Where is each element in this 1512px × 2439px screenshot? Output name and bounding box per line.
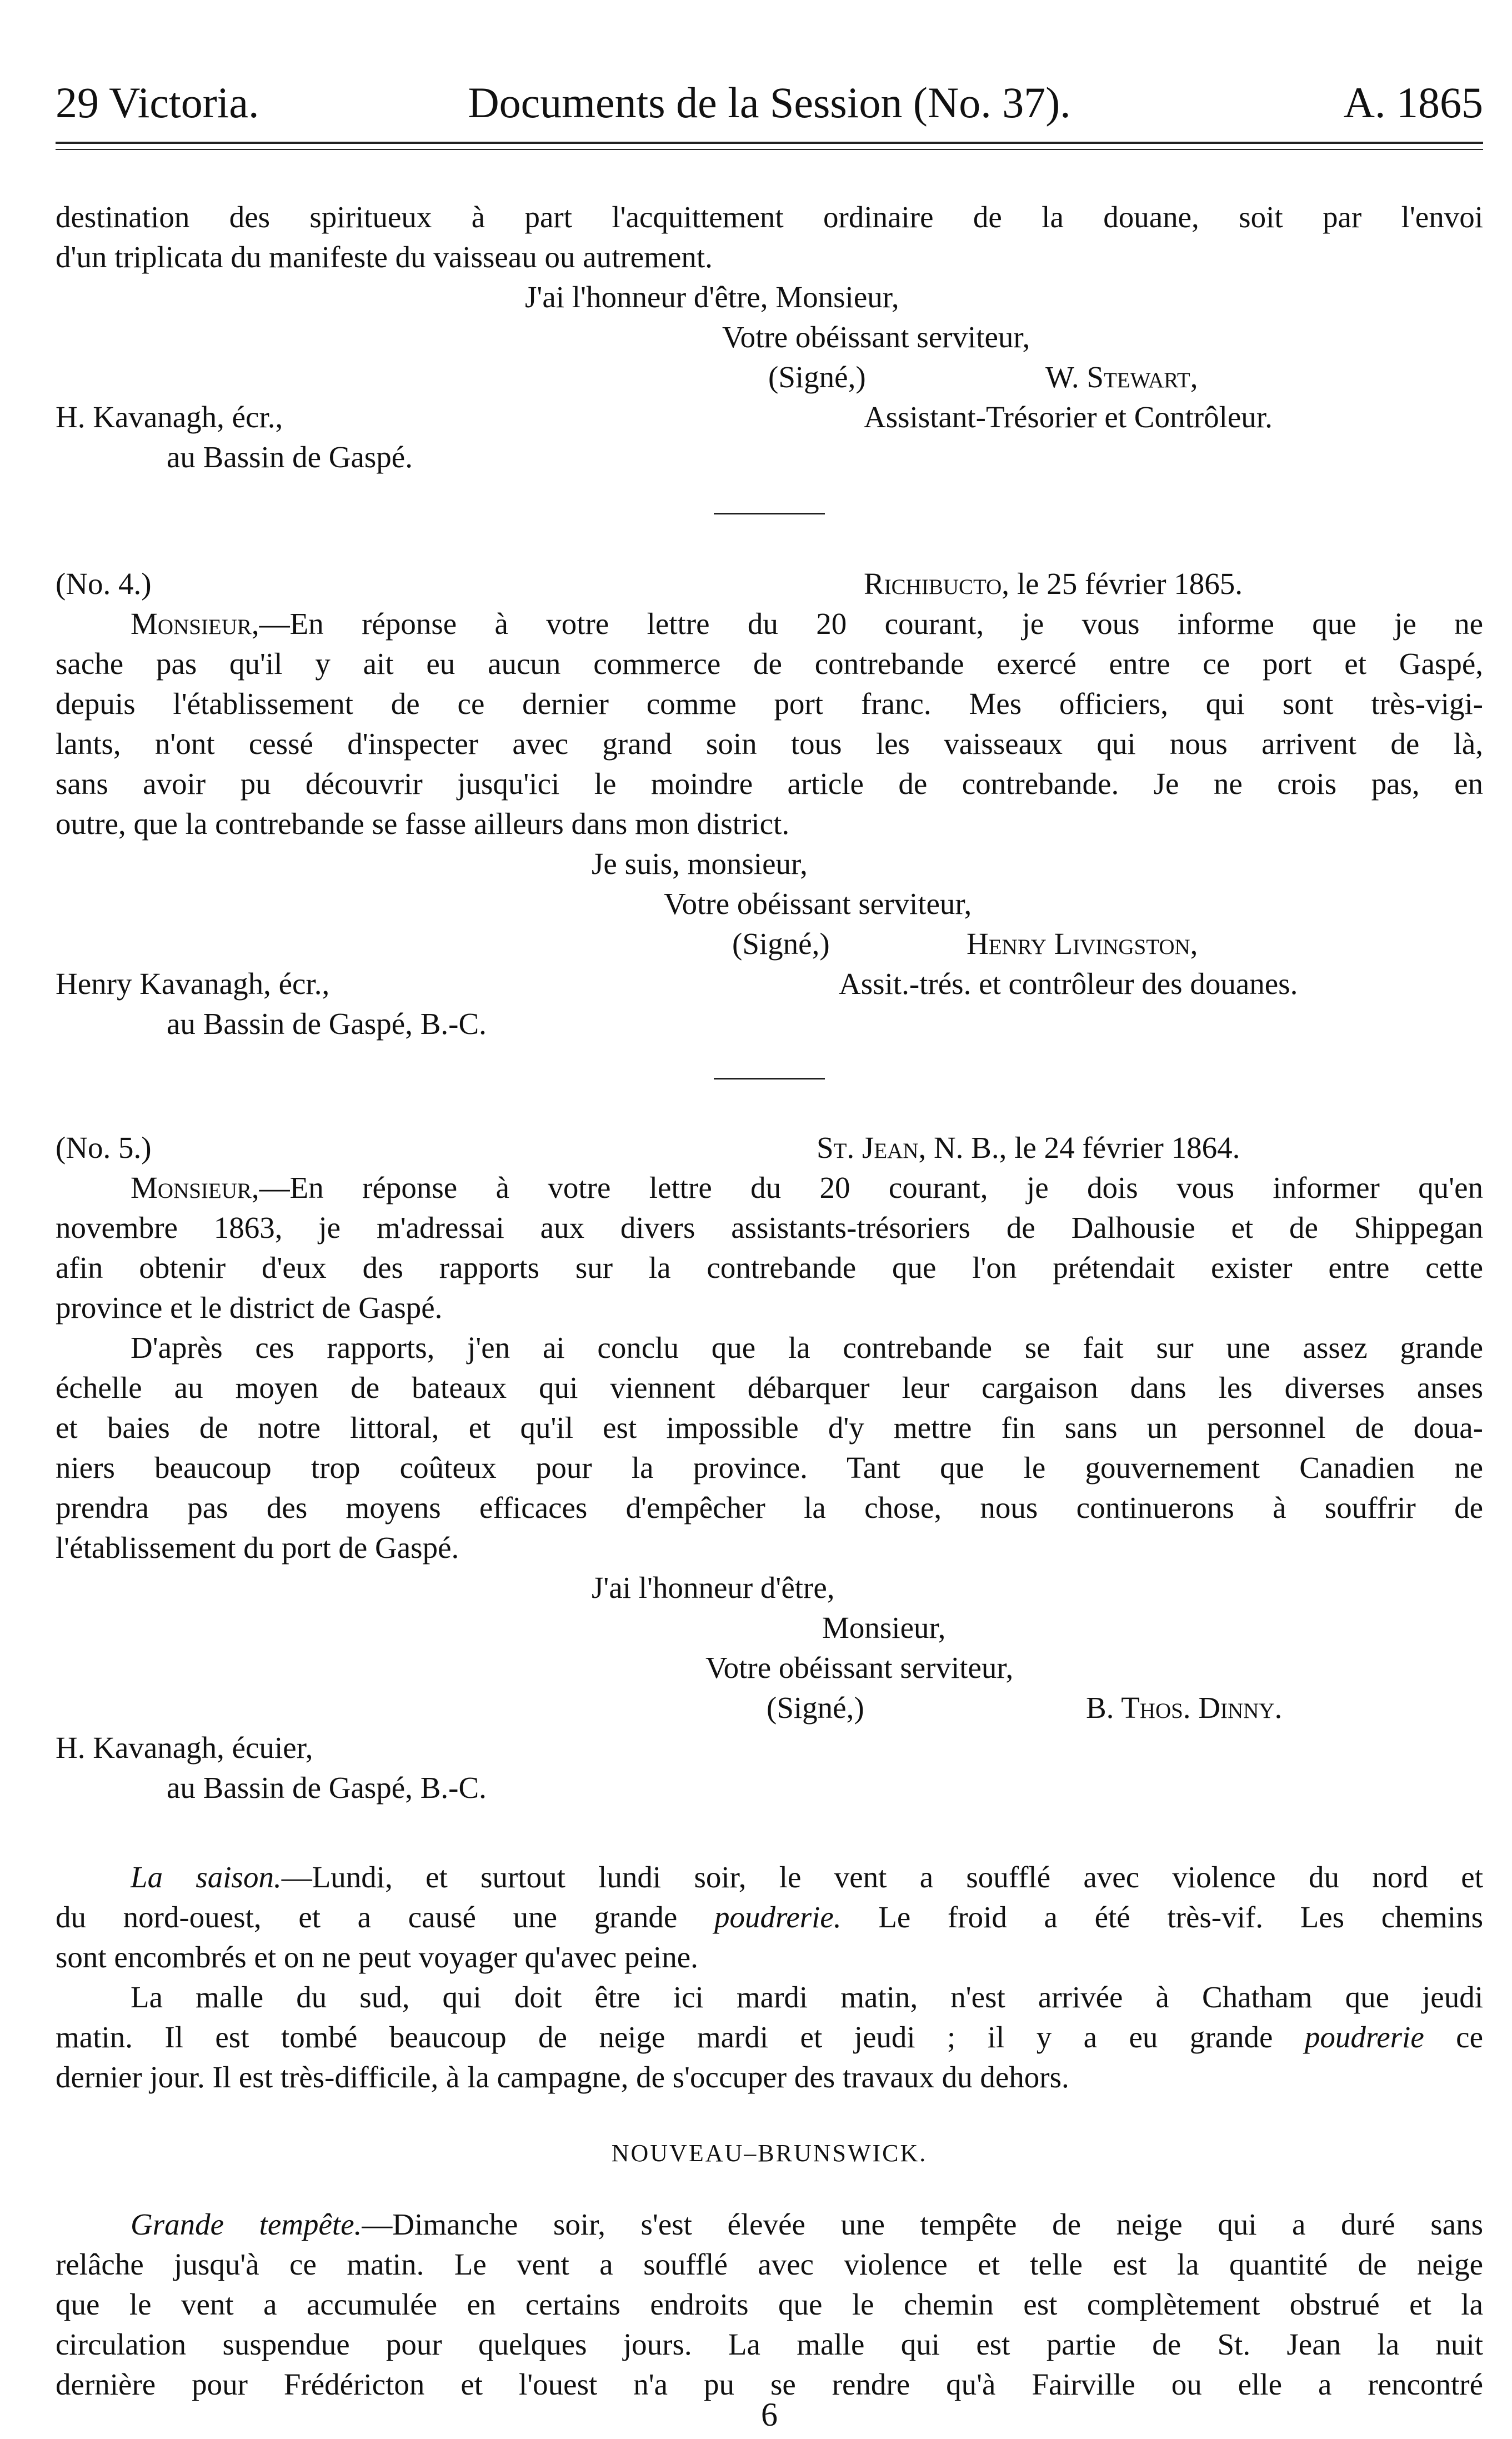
running-header — [56, 72, 1483, 133]
saison-line-4: La malle du sud, qui doit être ici mardi matin, n'est arrivée à Chatham que jeudi — [131, 1980, 1483, 2014]
intro-servant: Votre obéissant serviteur, — [722, 320, 1030, 354]
letter4-addressee-place: au Bassin de Gaspé, B.-C. — [167, 1007, 487, 1041]
letter5-p2-line-1: D'après ces rapports, j'en ai conclu que la contrebande se fait sur une assez grande — [131, 1331, 1483, 1365]
nb-line-2: relâche jusqu'à ce matin. Le vent a soufflé avec violence et telle est la quantité de neige — [56, 2247, 1483, 2281]
header-center: Documents de la Session (No. 37). — [468, 78, 1071, 127]
letter5-p2-line-2: échelle au moyen de bateaux qui viennent débarquer leur cargaison dans les diverses anses — [56, 1371, 1483, 1405]
page-number: 6 — [761, 2396, 778, 2433]
saison-line-5-b: ce — [1424, 2020, 1483, 2054]
saison-line-2 — [56, 1897, 1483, 1937]
saison-line-6: dernier jour. Il est très-difficile, à la campagne, de s'occuper des travaux du dehors. — [56, 2060, 1069, 2094]
letter5-p2-line-5: prendra pas des moyens efficaces d'empêcher la chose, nous continuerons à souffrir de — [56, 1491, 1483, 1525]
letter5-closing-2: Monsieur, — [822, 1611, 946, 1645]
saison-line-2-a: du nord-ouest, et a causé une grande — [56, 1900, 678, 1934]
letter5-closing: J'ai l'honneur d'être, — [592, 1571, 835, 1605]
intro-signer-title: Assistant-Trésorier et Contrôleur. — [864, 400, 1273, 434]
header-rule-bottom — [56, 149, 1483, 150]
nb-line-1 — [56, 2205, 1483, 2245]
letter4-line-6: outre, que la contrebande se fasse ailleurs dans mon district. — [56, 807, 790, 841]
letter4-line-2: sache pas qu'il y ait eu aucun commerce de contrebande exercé entre ce port et Gaspé, — [56, 647, 1483, 681]
letter4-line-5: sans avoir pu découvrir jusqu'ici le moindre article de contrebande. Je ne crois pas, en — [56, 767, 1483, 801]
letter4-addressee: Henry Kavanagh, écr., — [56, 967, 330, 1001]
letter4-dateline-date: le 25 février 1865. — [1017, 567, 1243, 601]
saison-lead: La saison. — [131, 1860, 282, 1894]
separator-1 — [714, 513, 825, 514]
intro-closing: J'ai l'honneur d'être, Monsieur, — [525, 280, 899, 314]
saison-line-5-italic: poudrerie — [1304, 2020, 1424, 2054]
saison-line-1 — [56, 1857, 1483, 1897]
nb-line-3: que le vent a accumulée en certains endroits que le chemin est complètement obstrué et la — [56, 2287, 1483, 2321]
letter5-p2-line-6: l'établissement du port de Gaspé. — [56, 1531, 459, 1565]
document-page — [56, 72, 1483, 2433]
letter4-signer: Henry Livingston, — [967, 927, 1198, 961]
letter4-signer-title: Assit.-trés. et contrôleur des douanes. — [839, 967, 1298, 1001]
letter5-p2-line-3: et baies de notre littoral, et qu'il est impossible d'y mettre fin sans un personnel de doua- — [56, 1411, 1483, 1445]
header-left: 29 Victoria. — [56, 78, 259, 127]
letter5-p1-line-3: afin obtenir d'eux des rapports sur la contrebande que l'on prétendait exister entre cette — [56, 1251, 1483, 1285]
intro-addressee: H. Kavanagh, écr., — [56, 400, 283, 434]
letter4-salutation: Monsieur, — [131, 607, 259, 641]
letter5-addressee-place: au Bassin de Gaspé, B.-C. — [167, 1771, 487, 1805]
letter5-salutation: Monsieur, — [131, 1171, 259, 1204]
letter4-line-1 — [56, 604, 1483, 644]
letter5-dateline-place: St. Jean, N. B., — [817, 1131, 1007, 1164]
saison-line-5-a: matin. Il est tombé beaucoup de neige mardi et jeudi ; il y a eu grande — [56, 2020, 1273, 2054]
intro-signer: W. Stewart, — [1045, 360, 1198, 394]
intro-addressee-place: au Bassin de Gaspé. — [167, 440, 413, 474]
section-heading: NOUVEAU–BRUNSWICK. — [611, 2140, 928, 2167]
nb-line-1-rest: —Dimanche soir, s'est élevée une tempête de neige qui a duré sans — [362, 2207, 1483, 2241]
saison-line-3: sont encombrés et on ne peut voyager qu'avec peine. — [56, 1940, 698, 1974]
letter4-line-3: depuis l'établissement de ce dernier comme port franc. Mes officiers, qui sont très-vigi- — [56, 687, 1483, 721]
saison-line-5 — [56, 2017, 1483, 2057]
letter5-p1-line-2: novembre 1863, je m'adressai aux divers assistants-trésoriers de Dalhousie et de Shippegan — [56, 1211, 1483, 1245]
letter5-first-line: —En réponse à votre lettre du 20 courant, je dois vous informer qu'en — [259, 1171, 1483, 1204]
letter5-addressee: H. Kavanagh, écuier, — [56, 1731, 313, 1765]
letter5-servant: Votre obéissant serviteur, — [705, 1651, 1014, 1685]
letter5-signed-label: (Signé,) — [767, 1691, 864, 1725]
header-right: A. 1865 — [1343, 78, 1483, 127]
nb-lead: Grande tempête. — [131, 2207, 362, 2241]
nb-line-5: dernière pour Frédéricton et l'ouest n'a pu se rendre qu'à Fairville ou elle a rencontré — [56, 2367, 1483, 2401]
letter5-number: (No. 5.) — [56, 1131, 152, 1164]
letter4-number: (No. 4.) — [56, 567, 152, 601]
letter5-signer: B. Thos. Dinny. — [1086, 1691, 1283, 1725]
letter5-p1-line-4: province et le district de Gaspé. — [56, 1291, 443, 1325]
separator-2 — [714, 1078, 825, 1079]
letter4-line-4: lants, n'ont cessé d'inspecter avec grand soin tous les vaisseaux qui nous arrivent de là, — [56, 727, 1483, 761]
intro-signed-label: (Signé,) — [768, 360, 866, 394]
letter4-servant: Votre obéissant serviteur, — [664, 887, 972, 921]
letter4-signed-label: (Signé,) — [732, 927, 830, 961]
letter4-closing: Je suis, monsieur, — [592, 847, 808, 881]
saison-line-2-b: Le froid a été très-vif. Les chemins — [841, 1900, 1483, 1934]
nb-line-4: circulation suspendue pour quelques jours. La malle qui est partie de St. Jean la nuit — [56, 2327, 1483, 2361]
letter5-line-1 — [56, 1168, 1483, 1208]
intro-line-1: destination des spiritueux à part l'acquittement ordinaire de la douane, soit par l'envoi — [56, 200, 1483, 234]
letter5-p2-line-4: niers beaucoup trop coûteux pour la province. Tant que le gouvernement Canadien ne — [56, 1451, 1483, 1485]
saison-line-1-rest: —Lundi, et surtout lundi soir, le vent a soufflé avec violence du nord et — [281, 1860, 1483, 1894]
saison-line-2-italic: poudrerie. — [714, 1900, 842, 1934]
header-rule-top — [56, 142, 1483, 144]
letter4-dateline-place: Richibucto, — [864, 567, 1010, 601]
letter5-dateline-date: le 24 février 1864. — [1014, 1131, 1240, 1164]
intro-line-2: d'un triplicata du manifeste du vaisseau ou autrement. — [56, 240, 713, 274]
letter4-first-line: —En réponse à votre lettre du 20 courant, je vous informe que je ne — [259, 607, 1483, 641]
